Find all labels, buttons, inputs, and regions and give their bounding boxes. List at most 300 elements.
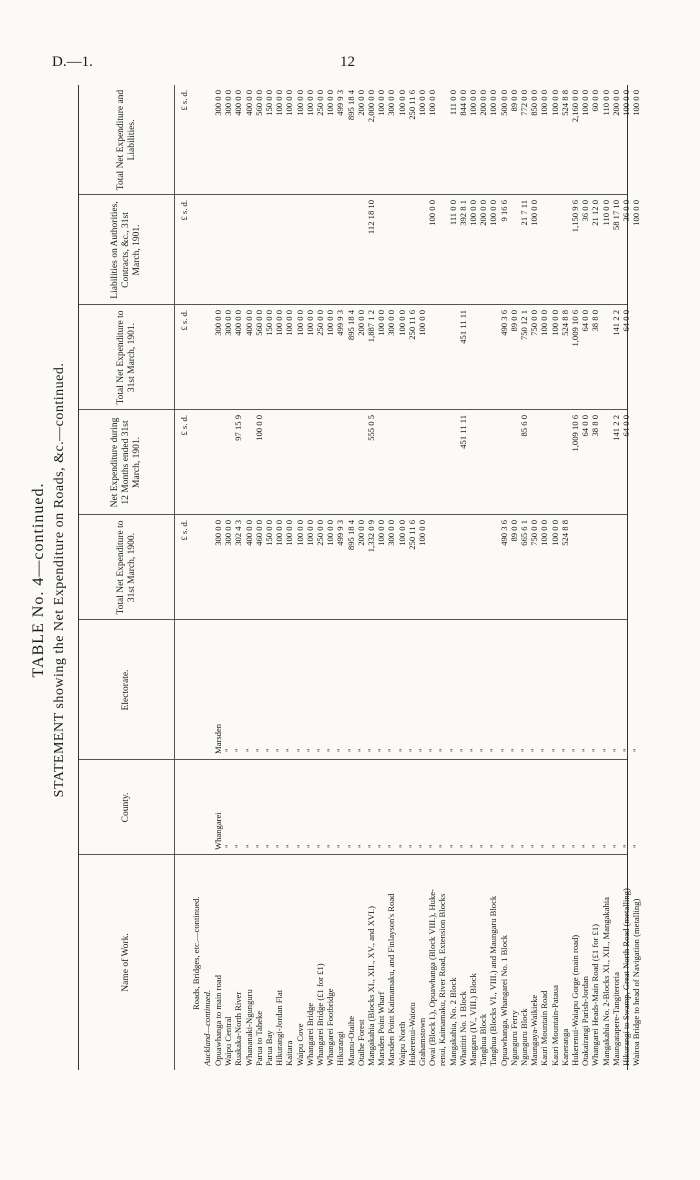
ditto-mark: "	[406, 844, 417, 848]
ditto-mark: "	[355, 844, 366, 848]
table-row	[356, 85, 366, 1070]
ditto-mark: "	[498, 748, 509, 752]
amount-c3: 750 12 1	[519, 310, 529, 341]
col-header-electorate: Electorate.	[121, 669, 131, 711]
money-units: £ s. d.	[179, 310, 189, 331]
table-row	[570, 85, 580, 1070]
work-name: Ngunguru Ferry	[508, 1010, 519, 1066]
amount-c4: 58 17 10	[610, 200, 621, 231]
amount-c5: 560 0 0	[253, 90, 264, 116]
county-cell: Whangarei	[213, 812, 223, 850]
ditto-mark: "	[417, 844, 427, 848]
work-name: Hikurangi-Jordan Flat	[274, 989, 285, 1066]
amount-c1: 250 0 0	[315, 520, 325, 546]
work-name: Hikurangi to Swamp, Great North Road (metalling)	[621, 888, 631, 1066]
table-row	[468, 85, 478, 1070]
work-name: Waipu Central	[223, 1016, 234, 1066]
amount-c4: 392 8 1	[457, 200, 468, 226]
amount-c3: 64 0 0	[621, 310, 631, 332]
ditto-mark: "	[355, 748, 366, 752]
table-row	[295, 85, 305, 1070]
amount-c1: 100 0 0	[417, 520, 427, 546]
ditto-mark: "	[366, 748, 376, 752]
amount-c4: 100 0 0	[529, 200, 540, 226]
amount-c5: 499 9 3	[335, 90, 346, 116]
amount-c3: 100 0 0	[274, 310, 285, 336]
table-row	[254, 85, 264, 1070]
amount-c4: 112 18 10	[366, 200, 376, 235]
ditto-mark: "	[325, 748, 336, 752]
amount-c4: 9 16 6	[498, 200, 509, 222]
table-row	[407, 85, 417, 1070]
amount-c4: 111 0 0	[447, 200, 458, 226]
table-row	[376, 85, 386, 1070]
table-subtitle: STATEMENT showing the Net Expenditure on Roads, &c.—continued.	[52, 362, 67, 798]
table-row	[621, 85, 631, 1070]
work-name: Ruakaka-North River	[233, 991, 244, 1066]
amount-c4: 100 0 0	[427, 200, 438, 226]
work-name: Maungatapere-Tangiteroria	[610, 972, 621, 1066]
amount-c5: 524 8 8	[559, 90, 570, 116]
amount-c5: 250 0 0	[315, 90, 325, 116]
ditto-mark: "	[386, 844, 397, 848]
amount-c2: 38 8 0	[590, 415, 601, 437]
money-units: £ s. d.	[179, 415, 189, 436]
amount-c3: 400 0 0	[233, 310, 244, 336]
amount-c4: 36 0 0	[621, 200, 631, 222]
work-name: Whangarei Bridge (£1 for £1)	[315, 963, 325, 1066]
amount-c3: 64 0 0	[580, 310, 591, 332]
ditto-mark: "	[315, 748, 325, 752]
subsection-heading: Auckland—continued.	[202, 989, 212, 1066]
work-name: Parua Bay	[264, 1030, 274, 1066]
ditto-mark: "	[468, 748, 478, 752]
ditto-mark: "	[274, 748, 285, 752]
ditto-mark: "	[335, 844, 346, 848]
amount-c3: 1,009 10 6	[570, 310, 580, 347]
amount-c3: 150 0 0	[264, 310, 274, 336]
amount-c5: 100 0 0	[468, 90, 478, 116]
ditto-mark: "	[294, 748, 305, 752]
ditto-mark: "	[406, 748, 417, 752]
ditto-mark: "	[600, 748, 611, 752]
table-row	[611, 85, 621, 1070]
ditto-mark: "	[457, 748, 468, 752]
amount-c5: 100 0 0	[396, 90, 407, 116]
amount-c3: 100 0 0	[304, 310, 315, 336]
amount-c5: 89 0 0	[508, 90, 519, 112]
rotated-table-page	[30, 80, 642, 1080]
ditto-mark: "	[243, 748, 254, 752]
ditto-mark: "	[631, 844, 642, 848]
table-row	[580, 85, 590, 1070]
col-header-net-1901: Net Expenditure during 12 Months ended 31st March, 1901.	[110, 417, 142, 508]
work-name: Waipu Cove	[294, 1023, 305, 1066]
amount-c5: 2,000 0 0	[366, 90, 376, 123]
amount-c3: 141 2 2	[610, 310, 621, 336]
work-name: Ngunguru Block	[519, 1008, 529, 1066]
ditto-mark: "	[610, 748, 621, 752]
ditto-mark: "	[304, 844, 315, 848]
col-header-county: County.	[121, 792, 131, 823]
col-header-name: Name of Work.	[121, 933, 131, 992]
ditto-mark: "	[621, 748, 631, 752]
work-name: Whangarei Bridge	[304, 1002, 315, 1066]
col-header-liabilities: Liabilities on Authorities, Contracts, &c., 31st March, 1901.	[110, 201, 142, 299]
amount-c3: 1,887 1 2	[366, 310, 376, 343]
amount-c3: 100 0 0	[539, 310, 550, 336]
money-units: £ s. d.	[179, 520, 189, 541]
work-name: Mangakahia No. 2-Blocks XI., XII., Mangakahia	[600, 897, 611, 1066]
ditto-mark: "	[508, 844, 519, 848]
amount-c5: 250 11 6	[406, 90, 417, 120]
ditto-mark: "	[610, 844, 621, 848]
work-name: Maunu-Otaihe	[345, 1015, 356, 1066]
table-row	[529, 85, 539, 1070]
ditto-mark: "	[223, 844, 234, 848]
ditto-mark: "	[478, 844, 489, 848]
work-name: Marsden Point Wharf	[376, 991, 387, 1066]
ditto-mark: "	[345, 748, 356, 752]
amount-c3: 100 0 0	[284, 310, 295, 336]
work-name: Tanghua Block	[478, 1013, 489, 1066]
ditto-mark: "	[427, 844, 438, 848]
amount-c3: 300 0 0	[213, 310, 223, 336]
amount-c5: 100 0 0	[580, 90, 591, 116]
work-name: Otaihe Forest	[355, 1019, 366, 1066]
table-row	[448, 85, 458, 1070]
amount-c5: 100 0 0	[631, 90, 642, 116]
table-row	[213, 85, 223, 1070]
ditto-mark: "	[437, 844, 448, 848]
ditto-mark: "	[580, 748, 591, 752]
table-row	[590, 85, 600, 1070]
money-units: £ s. d.	[179, 90, 189, 111]
amount-c5: 100 0 0	[274, 90, 285, 116]
amount-c3: 524 8 8	[559, 310, 570, 336]
amount-c5: 100 0 0	[294, 90, 305, 116]
amount-c4: 200 0 0	[478, 200, 489, 226]
amount-c2: 1,009 10 6	[570, 415, 580, 452]
section-heading: Roads, Bridges, etc.—continued.	[191, 896, 201, 1010]
work-name: Hikurangi	[335, 1031, 346, 1066]
amount-c5: 850 0 0	[529, 90, 540, 116]
amount-c1: 490 3 6	[498, 520, 509, 546]
table-row	[478, 85, 488, 1070]
ditto-mark: "	[243, 844, 254, 848]
ditto-mark: "	[447, 748, 458, 752]
amount-c1: 100 0 0	[549, 520, 560, 546]
amount-c5: 772 0 0	[519, 90, 529, 116]
ditto-mark: "	[274, 844, 285, 848]
work-name: Hukerenui-Waiapu Gorge (main road)	[570, 934, 580, 1066]
amount-c3: 895 18 4	[345, 310, 356, 341]
ditto-mark: "	[223, 748, 234, 752]
ditto-mark: "	[590, 844, 601, 848]
col-header-total-1901: Total Net Expenditure to 31st March, 1901.	[115, 310, 137, 405]
amount-c3: 490 3 6	[498, 310, 509, 336]
amount-c2: 97 15 9	[233, 415, 244, 441]
amount-c5: 100 0 0	[488, 90, 499, 116]
amount-c5: 100 0 0	[539, 90, 550, 116]
table-row	[386, 85, 396, 1070]
amount-c1: 460 0 0	[253, 520, 264, 546]
electorate-cell: Marsden	[213, 723, 223, 754]
amount-c3: 499 9 3	[335, 310, 346, 336]
amount-c1: 200 0 0	[355, 520, 366, 546]
ditto-mark: "	[417, 748, 427, 752]
amount-c5: 100 0 0	[304, 90, 315, 116]
amount-c5: 60 0 0	[590, 90, 601, 112]
ditto-mark: "	[396, 844, 407, 848]
work-name: Kauri Mountain-Pataua	[549, 985, 560, 1066]
ditto-mark: "	[570, 844, 580, 848]
table-row	[244, 85, 254, 1070]
amount-c5: 200 0 0	[355, 90, 366, 116]
ditto-mark: "	[529, 748, 540, 752]
amount-c4: 21 7 11	[519, 200, 529, 226]
money-units-row	[179, 85, 189, 1070]
amount-c3: 100 0 0	[294, 310, 305, 336]
ditto-mark: "	[253, 844, 264, 848]
ditto-mark: "	[621, 844, 631, 848]
work-name: Whangarei Footbridge	[325, 988, 336, 1066]
work-name: Whangarei Heads-Main Road (£1 for £1)	[590, 924, 601, 1066]
ditto-mark: "	[580, 844, 591, 848]
ditto-mark: "	[345, 844, 356, 848]
amount-c5: 400 0 0	[233, 90, 244, 116]
ditto-mark: "	[437, 748, 448, 752]
amount-c1: 300 0 0	[223, 520, 234, 546]
amount-c1: 150 0 0	[264, 520, 274, 546]
amount-c3: 100 0 0	[417, 310, 427, 336]
ditto-mark: "	[529, 844, 540, 848]
amount-c1: 100 0 0	[396, 520, 407, 546]
amount-c5: 300 0 0	[386, 90, 397, 116]
ditto-mark: "	[233, 844, 244, 848]
amount-c5: 200 0 0	[610, 90, 621, 116]
amount-c5: 100 0 0	[427, 90, 438, 116]
work-name: Opuawhanga to main road	[213, 975, 223, 1066]
amount-c1: 524 8 8	[559, 520, 570, 546]
amount-c1: 100 0 0	[304, 520, 315, 546]
table-row	[550, 85, 560, 1070]
ditto-mark: "	[376, 844, 387, 848]
amount-c3: 100 0 0	[549, 310, 560, 336]
work-name: Whananaki-Ngunguru	[243, 989, 254, 1066]
ditto-mark: "	[325, 844, 336, 848]
ditto-mark: "	[294, 844, 305, 848]
page-number: 12	[340, 54, 355, 70]
ditto-mark: "	[570, 748, 580, 752]
table-title: TABLE No. 4—continued.	[30, 482, 47, 678]
table-row	[233, 85, 243, 1070]
ditto-mark: "	[539, 844, 550, 848]
work-name: Maungaya-Waikieke	[529, 994, 540, 1066]
amount-c5: 895 18 4	[345, 90, 356, 121]
amount-c3: 100 0 0	[325, 310, 336, 336]
amount-c4: 100 0 0	[468, 200, 478, 226]
amount-c5: 100 0 0	[549, 90, 560, 116]
amount-c3: 100 0 0	[376, 310, 387, 336]
amount-c1: 302 4 3	[233, 520, 244, 546]
work-name: Grahamstown	[417, 1017, 427, 1066]
ditto-mark: "	[590, 748, 601, 752]
work-name: Otakairangi Parish-Jordan	[580, 976, 591, 1066]
amount-c1: 250 11 6	[406, 520, 417, 550]
work-name: Mangakahia, No. 2 Block	[447, 977, 458, 1066]
amount-c1: 300 0 0	[213, 520, 223, 546]
ditto-mark: "	[376, 748, 387, 752]
work-name: Mangaru (IV., VIII.) Block	[468, 973, 478, 1066]
work-name: Tanghua (Blocks VI., VIII.) and Maungaru Block	[488, 895, 499, 1066]
col-header-total-liabilities: Total Net Expenditure and Liabilities.	[115, 89, 137, 191]
work-name: renui, Kaimamaku, River Road, Extension Blocks	[437, 893, 448, 1066]
money-units: £ s. d.	[179, 200, 189, 221]
table-row	[458, 85, 468, 1070]
ditto-mark: "	[508, 748, 519, 752]
amount-c4: 21 12 0	[590, 200, 601, 226]
amount-c5: 500 0 0	[498, 90, 509, 116]
amount-c1: 750 0 0	[529, 520, 540, 546]
amount-c3: 250 11 6	[406, 310, 417, 340]
table-row	[631, 85, 641, 1070]
amount-c5: 110 0 0	[600, 90, 611, 116]
ditto-mark: "	[519, 748, 529, 752]
amount-c2: 85 6 0	[519, 415, 529, 437]
ditto-mark: "	[284, 844, 295, 848]
amount-c4: 110 0 0	[600, 200, 611, 226]
amount-c3: 89 0 0	[508, 310, 519, 332]
amount-c5: 844 0 0	[457, 90, 468, 116]
work-name: Kauri Mountain Road	[539, 990, 550, 1066]
table-row	[519, 85, 529, 1070]
ditto-mark: "	[478, 748, 489, 752]
ditto-mark: "	[304, 748, 315, 752]
table-row	[601, 85, 611, 1070]
work-name: Kaneranga	[559, 1028, 570, 1066]
col-header-total-1900: Total Net Expenditure to 31st March, 1900.	[115, 520, 137, 615]
amount-c5: 100 0 0	[621, 90, 631, 116]
table-row	[397, 85, 407, 1070]
ditto-mark: "	[253, 748, 264, 752]
ditto-mark: "	[315, 844, 325, 848]
work-name: Wairoa Bridge to head of Navigation (metalling)	[631, 898, 642, 1066]
amount-c3: 750 0 0	[529, 310, 540, 336]
work-name: Opuawhanga, Whangarei No. 1 Block	[498, 934, 509, 1066]
amount-c3: 38 8 0	[590, 310, 601, 332]
ditto-mark: "	[396, 748, 407, 752]
amount-c5: 150 0 0	[264, 90, 274, 116]
amount-c3: 400 0 0	[243, 310, 254, 336]
amount-c4: 100 0 0	[488, 200, 499, 226]
ditto-mark: "	[539, 748, 550, 752]
amount-c5: 100 0 0	[417, 90, 427, 116]
amount-c4: 100 0 0	[631, 200, 642, 226]
amount-c3: 100 0 0	[396, 310, 407, 336]
table-row	[305, 85, 315, 1070]
work-name: Whatitiri No. 1 Block	[457, 991, 468, 1066]
amount-c3: 300 0 0	[223, 310, 234, 336]
work-name: Marsden Point Kaimamaku, and Finlayson's Road	[386, 893, 397, 1066]
table-row	[437, 85, 447, 1070]
amount-c2: 451 11 11	[457, 415, 468, 449]
amount-c1: 100 0 0	[284, 520, 295, 546]
amount-c1: 100 0 0	[274, 520, 285, 546]
ditto-mark: "	[549, 748, 560, 752]
work-name: Hukerenui-Waiotu	[406, 1002, 417, 1066]
table-row	[346, 85, 356, 1070]
amount-c1: 665 6 1	[519, 520, 529, 546]
work-name: Waipu North	[396, 1021, 407, 1066]
ditto-mark: "	[559, 748, 570, 752]
table-row	[509, 85, 519, 1070]
ditto-mark: "	[264, 748, 274, 752]
ditto-mark: "	[559, 844, 570, 848]
table-row	[427, 85, 437, 1070]
amount-c5: 300 0 0	[213, 90, 223, 116]
amount-c1: 895 18 4	[345, 520, 356, 551]
amount-c3: 560 0 0	[253, 310, 264, 336]
ditto-mark: "	[264, 844, 274, 848]
ditto-mark: "	[488, 844, 499, 848]
table-row	[264, 85, 274, 1070]
table-row	[488, 85, 498, 1070]
amount-c3: 300 0 0	[386, 310, 397, 336]
amount-c5: 100 0 0	[325, 90, 336, 116]
amount-c5: 400 0 0	[243, 90, 254, 116]
amount-c2: 141 2 2	[610, 415, 621, 441]
amount-c1: 1,332 0 9	[366, 520, 376, 553]
amount-c5: 200 0 0	[478, 90, 489, 116]
ditto-mark: "	[519, 844, 529, 848]
ditto-mark: "	[631, 748, 642, 752]
header-rule	[174, 85, 175, 1070]
ditto-mark: "	[233, 748, 244, 752]
ditto-mark: "	[427, 748, 438, 752]
ditto-mark: "	[457, 844, 468, 848]
ditto-mark: "	[386, 748, 397, 752]
ditto-mark: "	[468, 844, 478, 848]
amount-c2: 100 0 0	[253, 415, 264, 441]
table-row	[539, 85, 549, 1070]
amount-c1: 100 0 0	[294, 520, 305, 546]
table-row	[366, 85, 376, 1070]
amount-c5: 2,160 0 0	[570, 90, 580, 123]
table-row	[223, 85, 233, 1070]
ditto-mark: "	[498, 844, 509, 848]
ditto-mark: "	[600, 844, 611, 848]
amount-c1: 100 0 0	[376, 520, 387, 546]
amount-c1: 300 0 0	[386, 520, 397, 546]
ditto-mark: "	[488, 748, 499, 752]
amount-c5: 300 0 0	[223, 90, 234, 116]
table-row	[499, 85, 509, 1070]
work-name: Kaitara	[284, 1040, 295, 1066]
amount-c3: 451 11 11	[457, 310, 468, 344]
ditto-mark: "	[549, 844, 560, 848]
table-row	[417, 85, 427, 1070]
ditto-mark: "	[447, 844, 458, 848]
ditto-mark: "	[366, 844, 376, 848]
amount-c4: 36 0 0	[580, 200, 591, 222]
amount-c4: 1,150 9 6	[570, 200, 580, 233]
work-name: Owai (Block I.), Opuawhanga (Block VIII.), Huke-	[427, 889, 438, 1066]
amount-c1: 89 0 0	[508, 520, 519, 542]
amount-c1: 100 0 0	[539, 520, 550, 546]
work-name: Mangakahia (Blocks XI., XII., XV., and XVI.)	[366, 906, 376, 1066]
expenditure-table	[78, 85, 642, 1070]
